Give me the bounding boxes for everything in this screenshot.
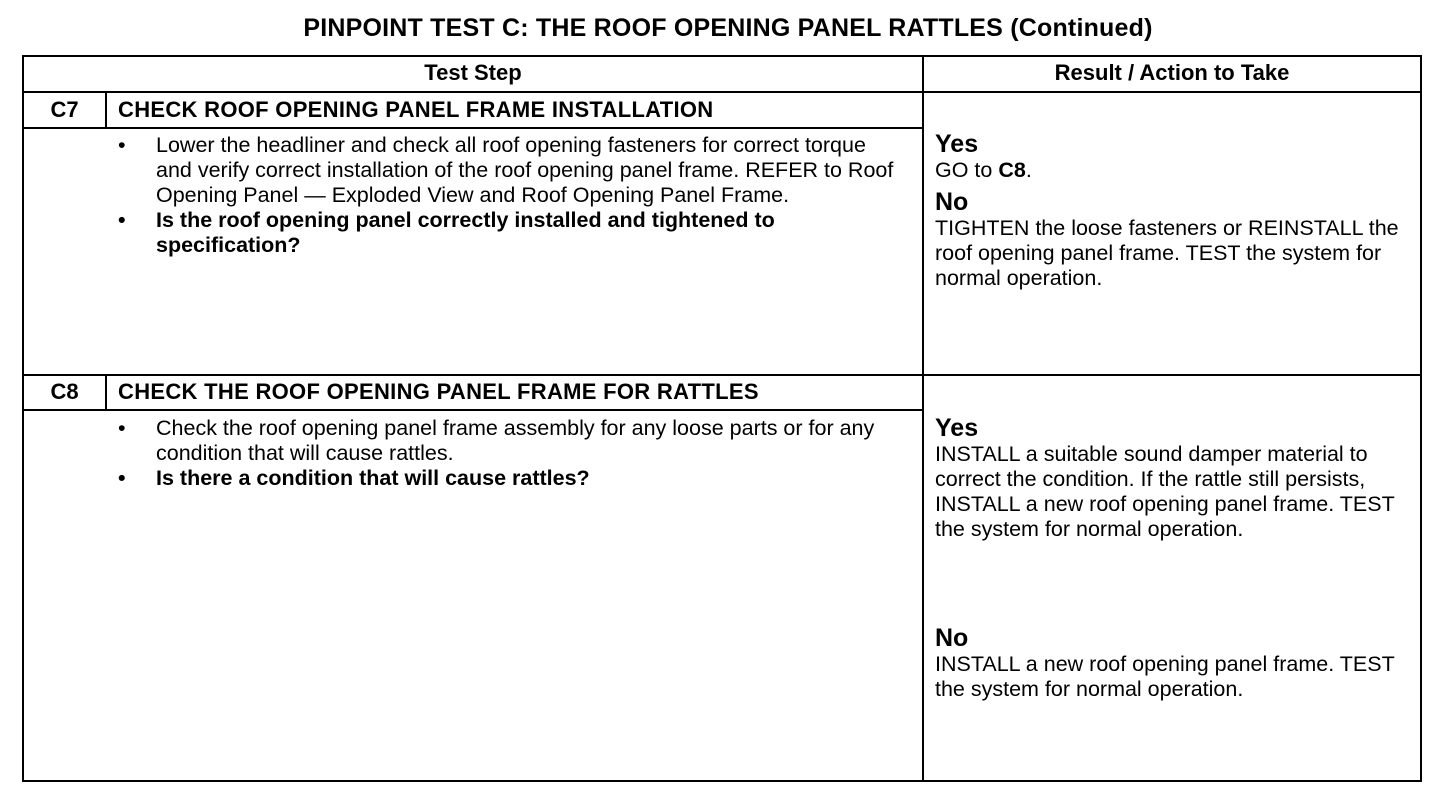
c8-yes-action: INSTALL a suitable sound damper material to correct the condition. If the rattle still persists, INSTALL a new roof opening panel frame. TEST the system for normal operation. bbox=[935, 442, 1395, 541]
header-result: Result / Action to Take bbox=[1054, 60, 1290, 85]
c7-instructions bbox=[118, 133, 898, 258]
page-title: PINPOINT TEST C: THE ROOF OPENING PANEL RATTLES (Continued) bbox=[303, 14, 1153, 42]
c7-yes-action bbox=[935, 158, 1420, 183]
c7-yes-post: . bbox=[1025, 158, 1032, 182]
c8-step-id: C8 bbox=[50, 379, 79, 404]
c7-title-divider bbox=[24, 127, 922, 129]
pinpoint-test-table bbox=[22, 55, 1422, 782]
c8-yes-result bbox=[935, 415, 1395, 542]
c7-no-label: No bbox=[935, 188, 969, 216]
c8-no-label: No bbox=[935, 624, 969, 652]
c8-no-action: INSTALL a new roof opening panel frame. TEST the system for normal operation. bbox=[935, 652, 1395, 701]
c8-bullet-1: Check the roof opening panel frame assembly for any loose parts or for any condition that will cause rattles. bbox=[156, 416, 875, 465]
c8-step-title: CHECK THE ROOF OPENING PANEL FRAME FOR RATTLES bbox=[118, 379, 759, 404]
step-divider bbox=[24, 374, 1420, 376]
column-divider bbox=[922, 57, 924, 780]
c8-id-divider bbox=[105, 376, 107, 410]
header-divider bbox=[24, 91, 1420, 93]
list-item: • Is the roof opening panel correctly installed and tightened to specification? bbox=[118, 208, 775, 257]
c7-results bbox=[935, 131, 1420, 291]
c7-id-divider bbox=[105, 93, 107, 128]
c7-yes-text: GO to bbox=[935, 158, 999, 182]
header-test-step: Test Step bbox=[424, 60, 522, 85]
c7-question: Is the roof opening panel correctly installed and tightened to specification? bbox=[156, 208, 775, 257]
c7-step-title: CHECK ROOF OPENING PANEL FRAME INSTALLATION bbox=[118, 97, 714, 122]
c7-no-action: TIGHTEN the loose fasteners or REINSTALL the roof opening panel frame. TEST the system for normal operation. bbox=[935, 216, 1399, 290]
c7-step-id: C7 bbox=[50, 97, 79, 122]
list-item: • Is there a condition that will cause rattles? bbox=[118, 466, 590, 490]
c8-instructions bbox=[118, 416, 878, 491]
c8-title-divider bbox=[24, 409, 922, 411]
list-item: • Check the roof opening panel frame assembly for any loose parts or for any condition that will cause rattles. bbox=[118, 416, 875, 465]
c7-yes-label: Yes bbox=[935, 130, 979, 158]
list-item: • Lower the headliner and check all roof opening fasteners for correct torque and verify correct installation of the roof opening panel frame. REFER to Roof Opening Panel — Exploded View and Roof Opening Panel Frame. bbox=[118, 133, 894, 207]
c8-yes-label: Yes bbox=[935, 414, 979, 442]
c8-reference: C8 bbox=[998, 158, 1026, 182]
c8-no-result bbox=[935, 625, 1420, 702]
c8-question: Is there a condition that will cause rattles? bbox=[156, 466, 590, 490]
c7-bullet-1: Lower the headliner and check all roof opening fasteners for correct torque and verify correct installation of the roof opening panel frame. REFER to Roof Opening Panel — Exploded View and Roof Opening Panel Frame. bbox=[156, 133, 894, 207]
